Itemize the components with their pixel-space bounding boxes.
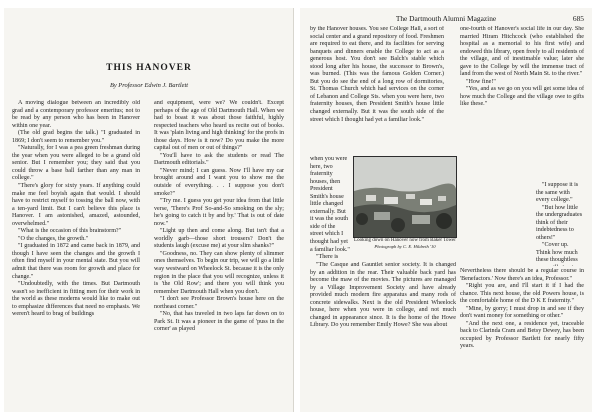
- right-page: [300, 8, 592, 412]
- paragraph: "The Casque and Gauntlet senior society. It is changed by an addition in the rear. Their valuable back yard has become the maw of the movies. The pictures are managed by a Village Improvement Society and have already provided much modern fire apparatus and many rods of concrete sidewalks. Next is the old President Wheelock house, here when you were in college, and not much changed in appearance since. It is the home of the Howe Library. Do you remember Emily Howe? She was about: [310, 262, 456, 329]
- right-column-1-bottom: [310, 262, 456, 412]
- paragraph: A moving dialogue between an incredibly old grad and a contemporary professor emeritus; not to be read by any person who has been in Hanover within one year.: [12, 100, 140, 129]
- paragraph: "But how little the undergraduates think of their indebtedness to others!": [536, 204, 583, 241]
- right-column-2-top: [460, 26, 584, 180]
- paragraph: "I don't see Professor Brown's house here on the northeast corner.": [154, 296, 284, 310]
- photo-caption-block: [353, 238, 457, 250]
- paragraph: "Try me. I guess you get your idea from that little verse, 'There's Prof So-and-So smoking on the sly; he's going to catch it by and by.' That is out of date now.": [154, 198, 284, 227]
- paragraph: "Goodness, no. They can show plenty of slimmer ones themselves. To begin our trip, we will go a little way westward on Wheelock St. because it is the only region in the place that you will recognize, unless it is 'the Old Row'; and there you will think you remember Dartmouth Hall when you don't.: [154, 250, 284, 295]
- paragraph: "How fine!": [466, 78, 496, 85]
- left-column-1: [12, 100, 140, 412]
- paragraph: Nevertheless there should be a regular course in 'Benefactors.' Now there's an idea, Professor.": [460, 268, 584, 282]
- paragraph: "There's glory for sixty years. If anything could make me feel boyish again that would. I should have to restrict myself to tossing the ball now, with a ten-yard limit. But I can't believe this place is Hanover. I am astonished, amazed, astounded, overwhelmed.": [12, 183, 140, 227]
- paragraph: "There is: [316, 254, 339, 260]
- paragraph: "And the next one, a residence yet, traceable back to Clarinda Cram and Betsy Dewey, has been occupied by Professor Bartlett for nearly fifty years.: [460, 320, 584, 350]
- paragraph: "What is the occasion of this brainstorm?": [18, 228, 122, 235]
- paragraph: "I graduated in 1872 and came back in 1879, and though I have seen the changes and the growth I often find myself in your mental state. But you will admit that there was room for growth and place for change.": [12, 243, 140, 280]
- paragraph: and equipment, were we? We couldn't. Except perhaps of the age of Old Dartmouth Hall. When we had to boast it was about those faithful, highly respected teachers who heard us recite out of books. It was 'plain living and high thinking' for the profs in those days. How is it now? Do you make the more capital out of men or out of things?": [154, 100, 284, 152]
- paragraph: "Undoubtedly, with the times. But Dartmouth wasn't so inefficient in fitting men for their work in the world as these moderns would like to make out to emphasize differences that need no emphasis. We weren't heard to brag of buildings: [12, 281, 140, 318]
- hanover-photo: [353, 156, 457, 238]
- paragraph: "O the changes, the growth.": [18, 235, 89, 242]
- paragraph: "Naturally, for I was a pea green freshman during the year when you were alleged to be a grand old senior. But I remember you; they said that you could throw a base ball farther than any man in college.": [12, 145, 140, 182]
- paragraph: "Never mind; I can guess. Now I'll have my car brought around and I want you to show me the outside of everything. . . I suppose you don't smoke?": [154, 167, 284, 197]
- right-column-2-bottom: [460, 268, 584, 412]
- photo-illustration: [354, 157, 456, 237]
- paragraph: "Cover up. Think how much these thoughtless: [536, 242, 578, 264]
- paragraph: "Right you are, and I'll start it if I had the chance. This next house, the old Powers house, is the comfortable home of the D K E fraternity.": [460, 283, 584, 305]
- paragraph: by the Hanover houses. You see College Hall, a sort of social center and a grand repository of food. Freshmen are required to eat there, and its facilities for serving banquets and dinners enable the College to act as a generous host. You don't see Balch's stable which stood long after his house, the successor to Brown's, was burned. (This was the famous Golden Corner.) But you do see the end of a long row of dormitories, St. Thomas Church which had services on the corner of Lebanon and College Sts. when you were here, two fraternity houses, then President Smith's house little changed externally. But it was the south side of the street which I thought had yet a familiar look.": [310, 26, 444, 123]
- photo-caption: Looking down on Hanover now from Baker Tower: [354, 238, 456, 243]
- magazine-title: The Dartmouth Alumni Magazine: [395, 14, 497, 23]
- paragraph: when you were here, two fraternity houses, then President Smith's house little changed externally. But it was the south side of the street which I thought had yet a familiar look.": [310, 156, 350, 253]
- paragraph: (The old grad begins the talk.) "I graduated in 1869; I don't seem to remember you.": [12, 130, 140, 144]
- right-column-1-narrow: [310, 156, 350, 260]
- paragraph: one-fourth of Hanover's social life in our day. She married Hiram Hitchcock (who established the hospital as a memorial to his first wife) and endowed this library, open freely to all residents of the village, and of inestimable value; later she gave to the College by will the immense tract of land from the west of North Main St. to the river.": [460, 26, 584, 78]
- right-column-2-narrow: [536, 182, 584, 266]
- paragraph: "Mine, by gorry; I must drop in and see if they don't want money for something or other.": [460, 305, 584, 320]
- right-column-1-top: [310, 26, 444, 152]
- left-page: [4, 8, 294, 412]
- article-byline: By Professor Edwin J. Bartlett: [109, 82, 189, 89]
- paragraph: "I suppose it is the same with every college.": [536, 182, 579, 204]
- paragraph: "No, that has traveled in two laps far down on to Park St. It was a pioneer in the game of 'puss in the corner' as played: [154, 311, 284, 333]
- paragraph: "You'll have to ask the students or read The Dartmouth editorials.": [154, 152, 284, 167]
- paragraph: "Yes, and as we go on you will get some idea of how much the College and the village owe to gifts like these.": [460, 86, 584, 108]
- left-column-2: [154, 100, 284, 412]
- photo-credit: Photograph by C. E. Hildreth '10: [374, 244, 436, 249]
- article-title: THIS HANOVER: [106, 63, 192, 73]
- page-number: 685: [572, 14, 584, 23]
- paragraph: "Light up then and come along. But isn't that a worldly garb—those short trousers? Don't the students laugh (excuse me) at your slim shanks?": [154, 228, 284, 250]
